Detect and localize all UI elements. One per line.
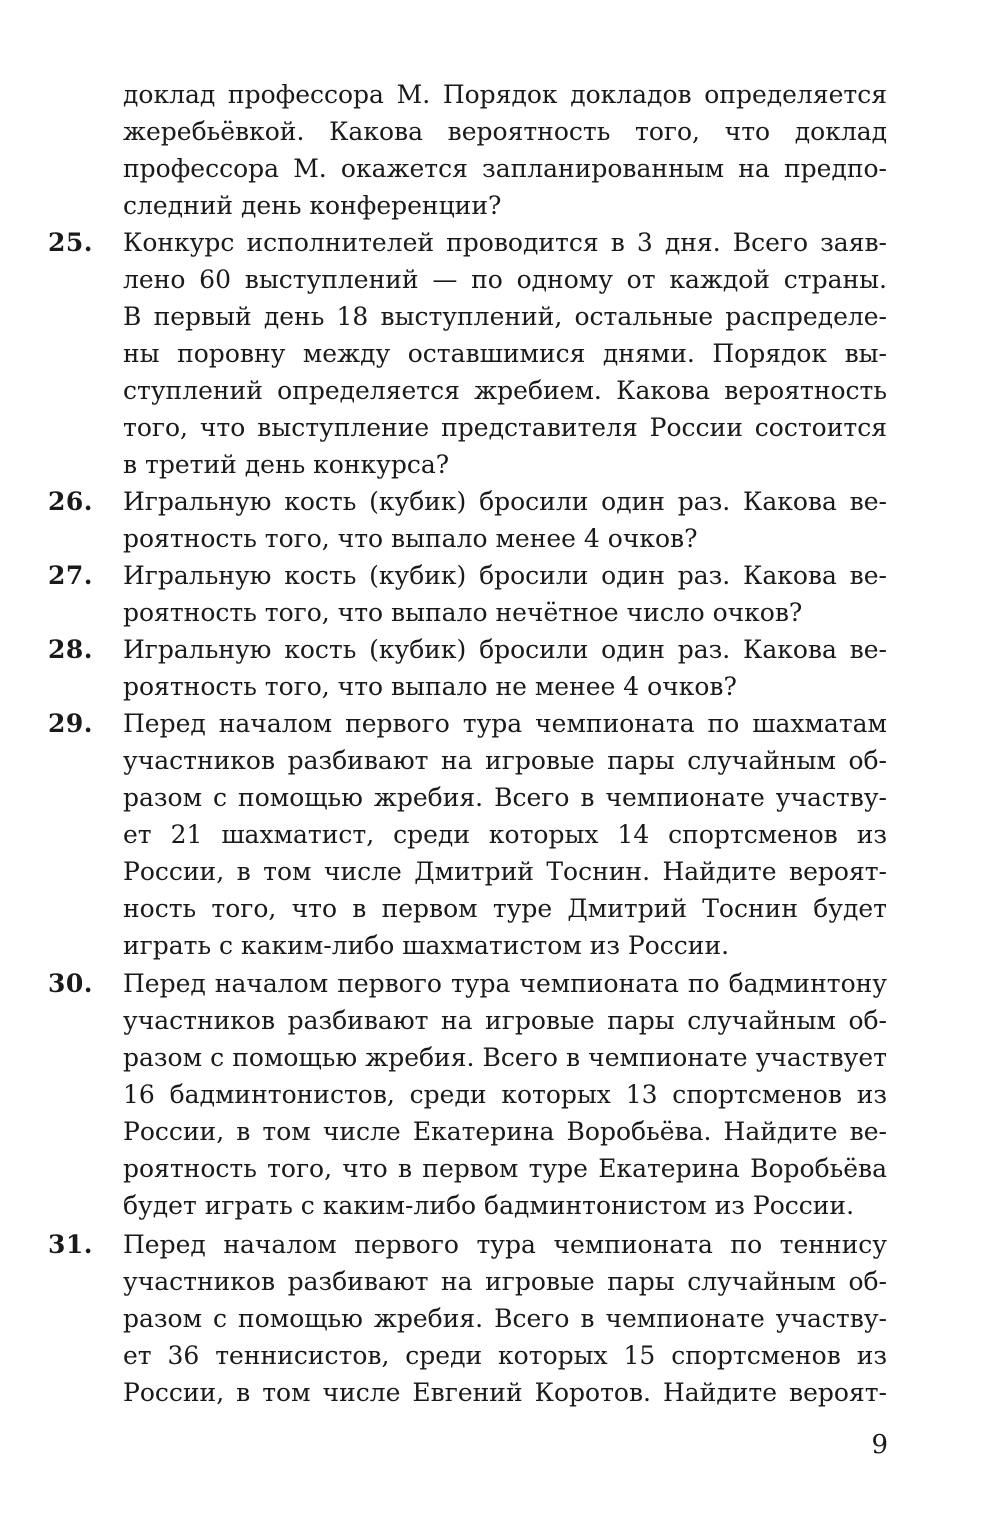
text-line: В первый день 18 выступлений, остальные распределе- xyxy=(123,302,887,331)
text-line: лено 60 выступлений — по одному от каждой страны. xyxy=(123,265,887,294)
problem-text xyxy=(123,705,887,964)
text-line: Конкурс исполнителей проводится в 3 дня. Всего заяв- xyxy=(123,228,887,257)
text-line: Игральную кость (кубик) бросили один раз. Какова ве- xyxy=(123,635,887,664)
text-line: играть с каким-либо шахматистом из России. xyxy=(123,931,730,960)
problem-text xyxy=(123,557,887,631)
text-line: ет 21 шахматист, среди которых 14 спортсменов из xyxy=(123,820,887,849)
text-line: ет 36 теннисистов, среди которых 15 спортсменов из xyxy=(123,1341,887,1370)
text-line: России, в том числе Екатерина Воробьёва. Найдите ве- xyxy=(123,1117,887,1146)
problem-number: 30. xyxy=(48,969,93,998)
text-line: роятность того, что в первом туре Екатерина Воробьёва xyxy=(123,1154,887,1183)
problem-number: 27. xyxy=(48,561,93,590)
text-line: жеребьёвкой. Какова вероятность того, что доклад xyxy=(123,117,887,146)
problem-text xyxy=(123,1226,887,1411)
problem-number: 26. xyxy=(48,487,93,516)
text-line: в третий день конкурса? xyxy=(123,450,450,479)
text-line: ность того, что в первом туре Дмитрий Тоснин будет xyxy=(123,894,887,923)
text-line: ны поровну между оставшимися днями. Порядок вы- xyxy=(123,339,887,368)
text-line: Перед началом первого тура чемпионата по теннису xyxy=(123,1230,887,1259)
text-line: участников разбивают на игровые пары случайным об- xyxy=(123,746,887,775)
text-line: Перед началом первого тура чемпионата по бадминтону xyxy=(123,969,887,998)
problem-text xyxy=(123,483,887,557)
text-line: России, в том числе Евгений Коротов. Найдите вероят- xyxy=(123,1378,887,1407)
problem-number: 25. xyxy=(48,228,93,257)
text-line: Игральную кость (кубик) бросили один раз. Какова ве- xyxy=(123,487,887,516)
text-line: разом с помощью жребия. Всего в чемпионате участву- xyxy=(123,1304,887,1333)
text-line: Игральную кость (кубик) бросили один раз. Какова ве- xyxy=(123,561,887,590)
text-line: разом с помощью жребия. Всего в чемпионате участвует xyxy=(123,1043,887,1072)
problem-text xyxy=(123,965,887,1224)
text-line: роятность того, что выпало нечётное число очков? xyxy=(123,598,803,627)
problem-text xyxy=(123,224,887,483)
text-line: роятность того, что выпало менее 4 очков? xyxy=(123,524,698,553)
text-line: 16 бадминтонистов, среди которых 13 спортсменов из xyxy=(123,1080,887,1109)
text-line: будет играть с каким-либо бадминтонистом из России. xyxy=(123,1191,855,1220)
problem-number: 31. xyxy=(48,1230,93,1259)
text-line: Перед началом первого тура чемпионата по шахматам xyxy=(123,709,887,738)
text-line: ступлений определяется жребием. Какова вероятность xyxy=(123,376,887,405)
text-line: доклад профессора М. Порядок докладов определяется xyxy=(123,80,887,109)
problem-number: 29. xyxy=(48,709,93,738)
text-line: следний день конференции? xyxy=(123,191,502,220)
problem-number: 28. xyxy=(48,635,93,664)
text-line: профессора М. окажется запланированным на предпо- xyxy=(123,154,887,183)
text-line: разом с помощью жребия. Всего в чемпионате участву- xyxy=(123,783,887,812)
problem-text xyxy=(123,631,887,705)
page-number: 9 xyxy=(871,1430,888,1460)
problem-text xyxy=(123,76,887,224)
text-line: роятность того, что выпало не менее 4 очков? xyxy=(123,672,737,701)
text-line: того, что выступление представителя России состоится xyxy=(123,413,887,442)
text-line: участников разбивают на игровые пары случайным об- xyxy=(123,1006,887,1035)
text-line: участников разбивают на игровые пары случайным об- xyxy=(123,1267,887,1296)
text-line: России, в том числе Дмитрий Тоснин. Найдите вероят- xyxy=(123,857,887,886)
